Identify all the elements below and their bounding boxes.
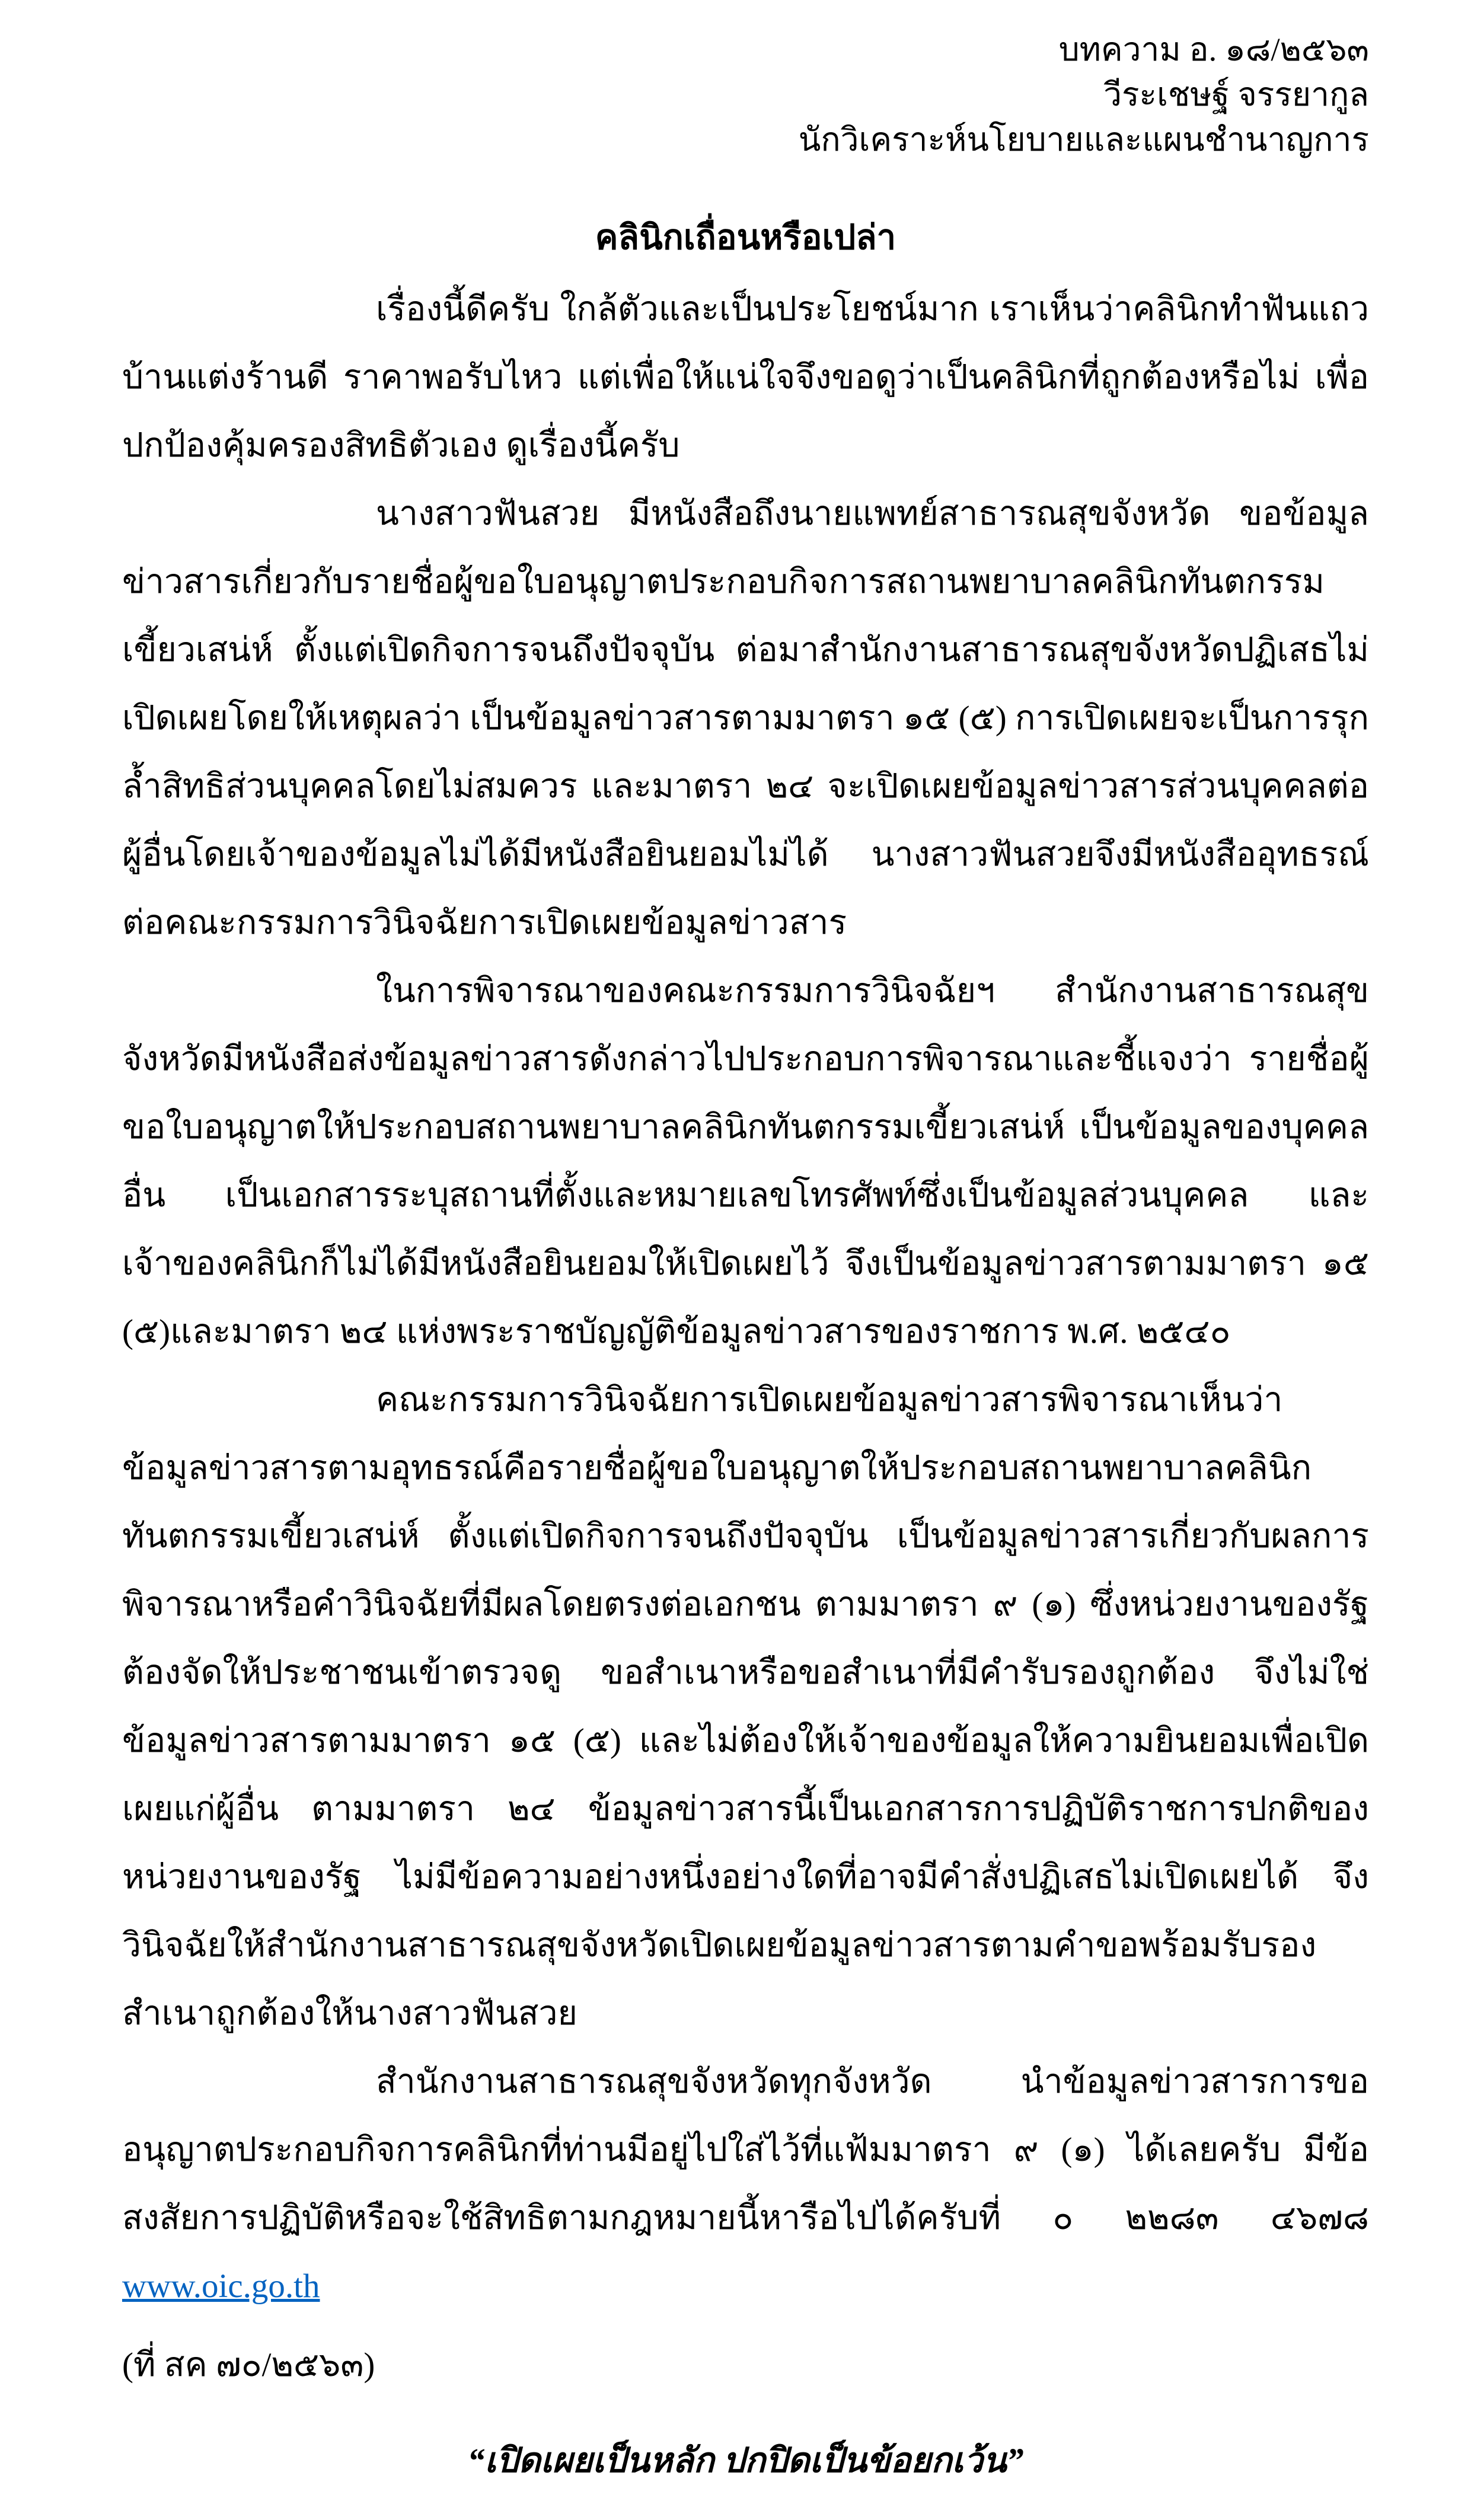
paragraph-closing <box>122 2048 1369 2320</box>
document-header <box>122 27 1369 162</box>
oic-website-link[interactable]: www.oic.go.th <box>122 2267 320 2305</box>
reference-number: (ที่ สค ๗๐/๒๕๖๓) <box>122 2346 375 2384</box>
paragraph-decision: คณะกรรมการวินิจฉัยการเปิดเผยข้อมูลข่าวสารพิจารณาเห็นว่า ข้อมูลข่าวสารตามอุทธรณ์คือรายชื่อผู้ขอใบอนุญาตให้ประกอบสถานพยาบาลคลินิกทันตกรรมเขี้ยวเสน่ห์ ตั้งแต่เปิดกิจการจนถึงปัจจุบัน เป็นข้อมูลข่าวสารเกี่ยวกับผลการพิจารณาหรือคำวินิจฉัยที่มีผลโดยตรงต่อเอกชน ตามมาตรา ๙ (๑) ซึ่งหน่วยงานของรัฐต้องจัดให้ประชาชนเข้าตรวจดู ขอสำเนาหรือขอสำเนาที่มีคำรับรองถูกต้อง จึงไม่ใช่ข้อมูลข่าวสารตามมาตรา ๑๕ (๕) และไม่ต้องให้เจ้าของข้อมูลให้ความยินยอมเพื่อเปิดเผยแก่ผู้อื่น ตามมาตรา ๒๔ ข้อมูลข่าวสารนี้เป็นเอกสารการปฏิบัติราชการปกติของหน่วยงานของรัฐ ไม่มีข้อความอย่างหนึ่งอย่างใดที่อาจมีคำสั่งปฏิเสธไม่เปิดเผยได้ จึงวินิจฉัยให้สำนักงานสาธารณสุขจังหวัดเปิดเผยข้อมูลข่าวสารตามคำขอพร้อมรับรองสำเนาถูกต้องให้นางสาวฟันสวย <box>122 1381 1369 2032</box>
motto-quote: “เปิดเผยเป็นหลัก ปกปิดเป็นข้อยกเว้น” <box>467 2441 1024 2480</box>
paragraph-request: นางสาวฟันสวย มีหนังสือถึงนายแพทย์สาธารณสุขจังหวัด ขอข้อมูลข่าวสารเกี่ยวกับรายชื่อผู้ขอใบอนุญาตประกอบกิจการสถานพยาบาลคลินิกทันตกรรมเขี้ยวเสน่ห์ ตั้งแต่เปิดกิจการจนถึงปัจจุบัน ต่อมาสำนักงานสาธารณสุขจังหวัดปฏิเสธไม่เปิดเผยโดยให้เหตุผลว่า เป็นข้อมูลข่าวสารตามมาตรา ๑๕ (๕) การเปิดเผยจะเป็นการรุกล้ำสิทธิส่วนบุคคลโดยไม่สมควร และมาตรา ๒๔ จะเปิดเผยข้อมูลข่าวสารส่วนบุคคลต่อผู้อื่นโดยเจ้าของข้อมูลไม่ได้มีหนังสือยินยอมไม่ได้ นางสาวฟันสวยจึงมีหนังสืออุทธรณ์ต่อคณะกรรมการวินิจฉัยการเปิดเผยข้อมูลข่าวสาร <box>122 495 1369 941</box>
article-title: คลินิกเถื่อนหรือเปล่า <box>595 218 896 257</box>
paragraph-consideration: ในการพิจารณาของคณะกรรมการวินิจฉัยฯ สำนักงานสาธารณสุขจังหวัดมีหนังสือส่งข้อมูลข่าวสารดังกล่าวไปประกอบการพิจารณาและชี้แจงว่า รายชื่อผู้ขอใบอนุญาตให้ประกอบสถานพยาบาลคลินิกทันตกรรมเขี้ยวเสน่ห์ เป็นข้อมูลของบุคคลอื่น เป็นเอกสารระบุสถานที่ตั้งและหมายเลขโทรศัพท์ซึ่งเป็นข้อมูลส่วนบุคคล และเจ้าของคลินิกก็ไม่ได้มีหนังสือยินยอมให้เปิดเผยไว้ จึงเป็นข้อมูลข่าวสารตามมาตรา ๑๕ (๕)และมาตรา ๒๔ แห่งพระราชบัญญัติข้อมูลข่าวสารของราชการ พ.ศ. ๒๕๔๐ <box>122 972 1369 1350</box>
author-name: วีระเชษฐ์ จรรยากูล <box>1103 76 1369 113</box>
paragraph-intro: เรื่องนี้ดีครับ ใกล้ตัวและเป็นประโยชน์มาก เราเห็นว่าคลินิกทำฟันแถวบ้านแต่งร้านดี ราคาพอรับไหว แต่เพื่อให้แน่ใจจึงขอดูว่าเป็นคลินิกที่ถูกต้องหรือไม่ เพื่อปกป้องคุ้มครองสิทธิตัวเอง ดูเรื่องนี้ครับ <box>122 290 1369 464</box>
doc-number: บทความ อ. ๑๘/๒๕๖๓ <box>1058 31 1369 68</box>
paragraph-closing-text: สำนักงานสาธารณสุขจังหวัดทุกจังหวัด นำข้อมูลข่าวสารการขออนุญาตประกอบกิจการคลินิกที่ท่านมีอยู่ไปใส่ไว้ที่แฟ้มมาตรา ๙ (๑) ได้เลยครับ มีข้อสงสัยการปฏิบัติหรือจะใช้สิทธิตามกฎหมายนี้หารือไปได้ครับที่ ๐ ๒๒๘๓ ๔๖๗๘ <box>122 2063 1369 2237</box>
author-title: นักวิเคราะห์นโยบายและแผนชำนาญการ <box>798 122 1369 158</box>
